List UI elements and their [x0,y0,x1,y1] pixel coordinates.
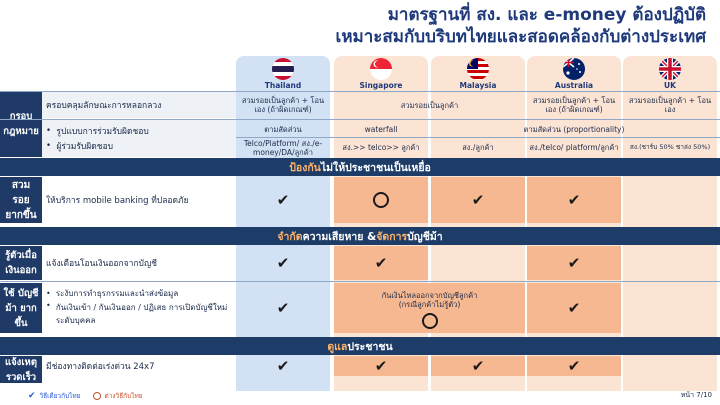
band-limit-highlight: จำกัด [277,230,303,243]
row1-thailand: สวมรอยเป็นลูกค้า + โอนเอง (ถ้าผิดเกณฑ์) [241,96,325,114]
circle-icon [334,311,525,331]
band-prevent [0,158,720,176]
section-mule-label: ใช้ บัญชีม้า ยากขึ้น [0,283,42,333]
band-manage-highlight: จัดการ [376,230,408,243]
row2b-australia: สง./telco/ platform/ลูกค้า [529,143,619,152]
circle-icon [334,177,428,223]
check-icon: ✔ [567,253,581,272]
title-line-1: มาตรฐานที่ สง. และ e-money ต้องปฏิบัติ [387,5,706,25]
check-icon: ✔ [567,298,581,317]
row1-desc: ครอบคลุมลักษณะการหลอกลวง [46,101,162,111]
check-icon: ✔ [276,253,290,272]
band-care [0,337,720,355]
row2-desc-a-text: รูปแบบการร่วมรับผิดชอบ [56,126,149,137]
row1-uk: สวมรอยเป็นลูกค้า + โอนเอง [628,96,712,114]
check-icon: ✔ [471,356,485,375]
row2a-others: ตามสัดส่วน (proportionality) [523,124,625,134]
row2a-singapore: waterfall [364,124,398,134]
row2-desc-b-text: ผู้ร่วมรับผิดชอบ [56,141,114,152]
row1-australia: สวมรอยเป็นลูกค้า + โอนเอง (ถ้าผิดเกณฑ์) [532,96,616,114]
row2b-malaysia: สง./ลูกค้า [462,143,494,152]
row2-desc-b: • ผู้ร่วมรับผิดชอบ [46,140,114,152]
section-alert-label: รู้ตัวเมื่อ เงินออก [0,246,42,280]
band-prevent-text: ไม่ให้ประชาชนเป็นเหยื่อ [320,161,431,174]
band-limit-damage [0,227,720,245]
page-title [336,4,706,48]
header-malaysia [431,56,525,90]
page-number: หน้า 7/10 [680,391,712,399]
row-block-text: กันเงินเข้า / กันเงินออก / ปฏิเสธ การเปิดบัญชีใหม่ ระดับบุคคล [55,303,228,325]
row-block-desc: • กันเงินเข้า / กันเงินออก / ปฏิเสธ การเปิดบัญชีใหม่ ระดับบุคคล [46,301,234,327]
check-icon: ✔ [276,298,290,317]
row-suspend-desc: • ระงับการทำธุรกรรมและนำส่งข้อมูล [46,288,179,298]
header-singapore [334,56,428,90]
check-icon: ✔ [567,356,581,375]
row2b-uk: สง.(ชาร์บ 50% ชาล่ง 50%) [629,143,711,151]
check-icon: ✔ [276,190,290,209]
row2b-singapore: สง.>> telco>> ลูกค้า [342,143,420,152]
malaysia-flag-icon [467,58,489,80]
header-singapore-label: Singapore [359,81,403,90]
row2a-thailand: ตามสัดส่วน [264,124,302,134]
section-legal-label: กรอบ กฎหมาย [0,91,42,157]
header-thailand [236,56,330,90]
row-transfer-alert-desc: แจ้งเตือนโอนเงินออกจากบัญชี [46,259,157,269]
check-icon: ✔ [471,190,485,209]
header-australia [527,56,621,90]
legend-check-icon: ✔ [28,391,36,401]
sg-note [334,287,525,313]
row-suspend-text: ระงับการทำธุรกรรมและนำส่งข้อมูล [55,288,179,298]
row-mobile-banking-desc: ให้บริการ mobile banking ที่ปลอดภัย [46,196,189,206]
row2-desc-a: • รูปแบบการร่วมรับผิดชอบ [46,125,149,137]
row2b-thailand: Telco/Platform/ สง./e-money/DA/ลูกค้า [243,138,323,157]
sg-note-b: (กรณีลูกค้าไม่รู้ตัว) [398,300,461,309]
section-impersonation-label: สวม รอย ยากขึ้น [0,177,42,223]
check-icon: ✔ [276,356,290,375]
header-australia-label: Australia [554,81,594,90]
check-icon: ✔ [374,356,388,375]
legend [28,391,143,401]
header-thailand-label: Thailand [264,81,302,90]
thailand-flag-icon [272,58,294,80]
legend-circle-icon [93,392,101,400]
sg-note-a: กันเงินไหลออกจากบัญชีลูกค้า [381,291,478,300]
legend-check-label: วิธีเดียวกับไทย [39,392,81,400]
check-icon: ✔ [374,253,388,272]
band-mule-text: บัญชีม้า [407,230,443,243]
australia-flag-icon [563,58,585,80]
section-report-label: แจ้งเหตุ รวดเร็ว [0,356,42,383]
row-hotline-desc: มีช่องทางติดต่อเร่งด่วน 24x7 [46,362,155,372]
divider [0,281,720,282]
band-prevent-highlight: ป้องกัน [289,161,321,174]
header-malaysia-label: Malaysia [459,81,497,90]
row1-singapore-malaysia: สวมรอยเป็นลูกค้า [400,100,459,110]
check-icon: ✔ [567,190,581,209]
band-limit-text: ความเสียหาย & [302,230,377,243]
title-line-2: เหมาะสมกับบริบทไทยและสอดคล้องกับต่างประเทศ [335,27,706,47]
header-uk-label: UK [664,81,676,90]
band-care-highlight: ดูแล [327,340,348,353]
header-uk [623,56,717,90]
singapore-flag-icon [370,58,392,80]
legend-circle-label: ต่างวิธีกับไทย [104,392,143,400]
uk-flag-icon [659,58,681,80]
band-care-text: ประชาชน [347,340,393,353]
